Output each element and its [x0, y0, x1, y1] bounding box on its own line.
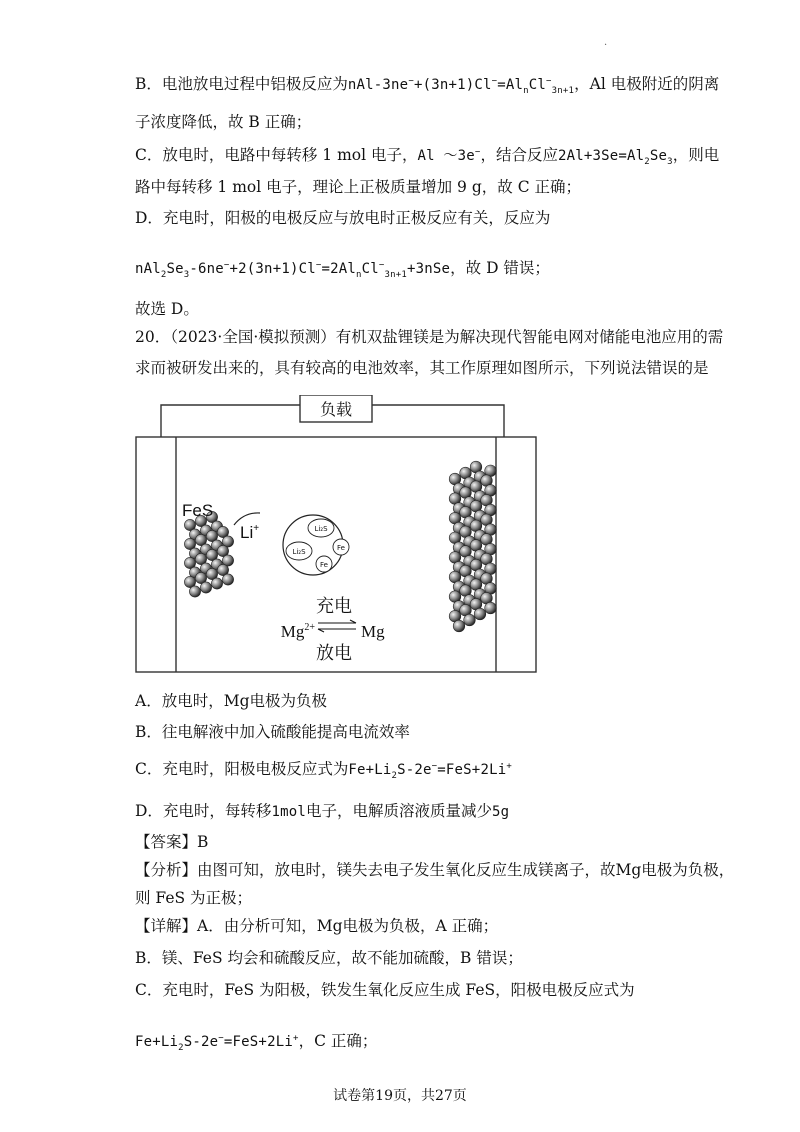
battery-diagram	[134, 395, 540, 675]
final-formula-line: $Fe+Li_2S-2e^-=FeS+2Li^+$，C 正确；	[135, 1032, 378, 1053]
electrode-particle	[222, 574, 233, 585]
mg-electrode-particles	[449, 461, 496, 632]
mg-label: Mg	[361, 622, 385, 641]
option-a: A．放电时，Mg电极为负极	[135, 692, 327, 710]
page-footer: 试卷第19页，共27页	[333, 1088, 467, 1104]
corner-mark: ·	[604, 40, 608, 51]
analysis-line-2: 则 FeS 为正极；	[135, 889, 253, 907]
fes-label: FeS	[182, 501, 214, 520]
d-explanation-line: D．充电时，阳极的电极反应与放电时正极反应有关，反应为	[135, 209, 551, 227]
b-explanation-line: B．电池放电过程中铝极反应为nAl-$3ne^-+(3n+1)Cl^-=Al_nCl^-_{3n+1}$，Al 电极附近的阴离	[135, 75, 720, 96]
question-20-line-2: 求而被研发出来的，具有较高的电池效率，其工作原理如图所示，下列说法错误的是	[135, 359, 709, 377]
discharge-label: 放电	[316, 643, 352, 664]
electrode-particle	[200, 582, 211, 593]
d-formula-line: $nAl_2Se_3-6ne^-+2(3n+1)Cl^-=2Al_nCl^-_{3n+1}+3nSe$，故 D 错误；	[135, 259, 550, 280]
c-explanation-line: C．放电时，电路中每转移 1 mol 电子，Al ～3e−，结合反应$2Al+3Se=Al_2Se_3$，则电	[135, 146, 720, 167]
electrode-particle	[485, 602, 497, 614]
detail-line-1: 【详解】A．由分析可知，Mg电极为负极，A 正确；	[135, 917, 499, 935]
fe-particle-label: Fe	[337, 544, 345, 552]
li2s-particle-label: Li₂S	[314, 525, 328, 533]
detail-line-3: C．充电时，FeS 为阳极，铁发生氧化反应生成 FeS，阳极电极反应式为	[135, 981, 635, 999]
electrode-particle	[211, 578, 222, 589]
option-b: B．往电解液中加入硫酸能提高电流效率	[135, 723, 410, 741]
analysis-line-1: 【分析】由图可知，放电时，镁失去电子发生氧化反应生成镁离子，故Mg电极为负极，	[135, 861, 735, 879]
fe-particle-label: Fe	[320, 561, 328, 569]
answer: 【答案】B	[135, 833, 209, 851]
electrode-particle	[453, 620, 465, 632]
load-label: 负载	[319, 400, 353, 419]
conclusion: 故选 D。	[135, 300, 199, 318]
li2s-particle-label: Li₂S	[292, 548, 306, 556]
electrode-particle	[464, 614, 476, 626]
electrode-particle	[189, 586, 200, 597]
option-c: C．充电时，阳极电极反应式为$Fe+Li_2S-2e^-=FeS+2Li^+$	[135, 760, 512, 781]
option-d: D．充电时，每转移1mol电子，电解质溶液质量减少5g	[135, 802, 510, 820]
charge-label: 充电	[316, 596, 352, 617]
li-ion-label: Li+	[240, 523, 260, 542]
detail-line-2: B．镁、FeS 均会和硫酸反应，故不能加硫酸，B 错误；	[135, 949, 523, 967]
electrode-particle	[474, 608, 486, 620]
b-explanation-cont: 子浓度降低，故 B 正确；	[135, 113, 312, 131]
question-20-line-1: 20．（2023·全国·模拟预测）有机双盐锂镁是为解决现代智能电网对储能电池应用的需	[135, 328, 724, 346]
mg-ion-label: $Mg^{2+}$	[280, 622, 315, 641]
c-explanation-cont: 路中每转移 1 mol 电子，理论上正极质量增加 9 g，故 C 正确；	[135, 178, 581, 196]
